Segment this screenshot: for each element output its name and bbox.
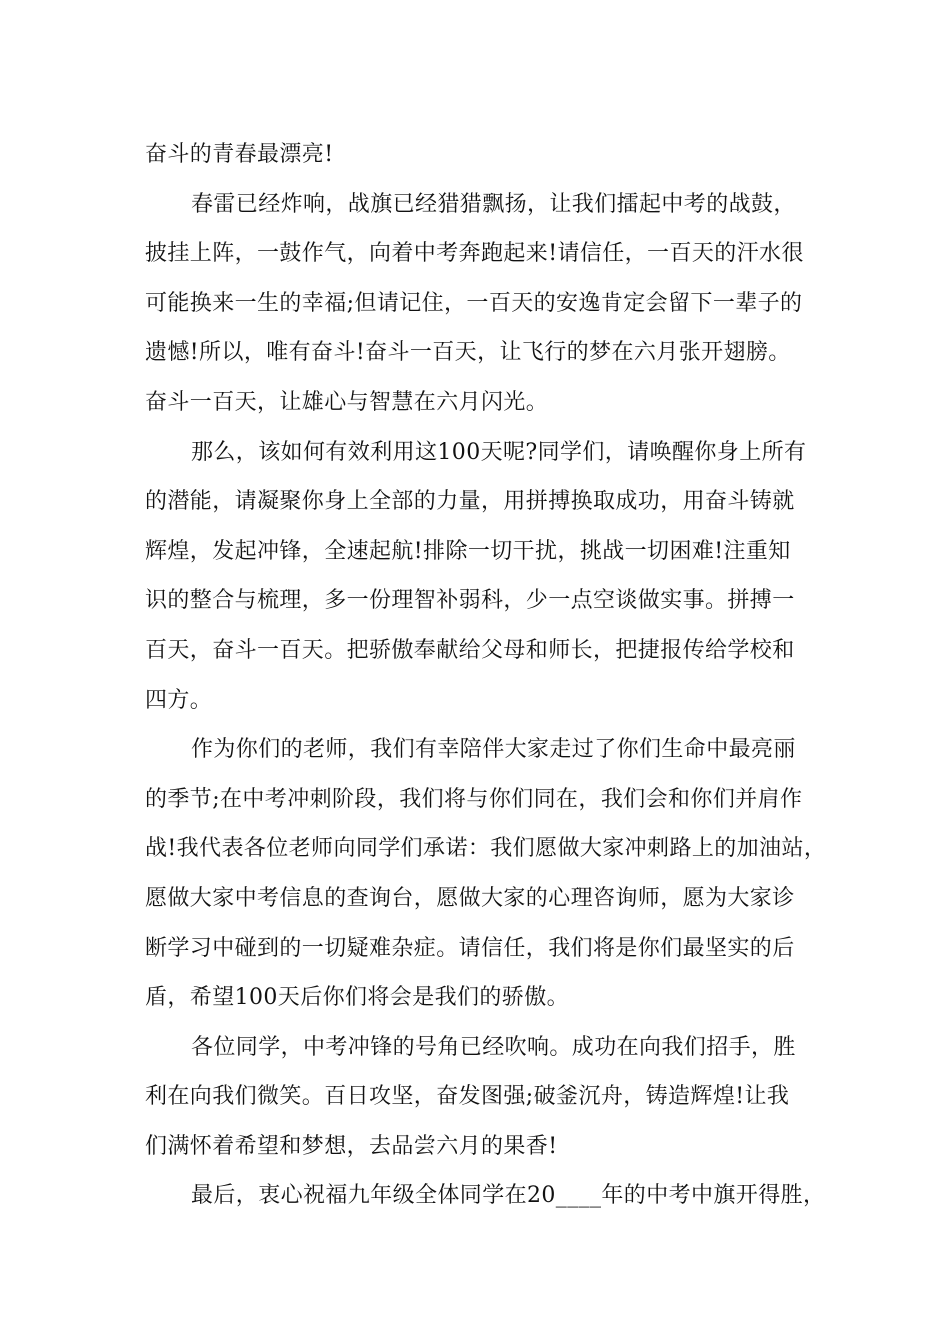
text-line: 愿做大家中考信息的查询台，愿做大家的心理咨询师，愿为大家诊	[145, 885, 795, 911]
text-line: 奋斗一百天，让雄心与智慧在六月闪光。	[145, 389, 549, 415]
paragraph-first-line: 那么，该如何有效利用这100天呢?同学们，请唤醒你身上所有	[191, 439, 807, 465]
text-line: 四方。	[145, 687, 213, 713]
text-line: 百天，奋斗一百天。把骄傲奉献给父母和师长，把捷报传给学校和	[145, 637, 795, 663]
text-line: 的潜能，请凝聚你身上全部的力量，用拼搏换取成功，用奋斗铸就	[145, 489, 795, 515]
text-line: 盾，希望100天后你们将会是我们的骄傲。	[145, 985, 569, 1011]
paragraph-first-line: 最后，衷心祝福九年级全体同学在20____年的中考中旗开得胜，	[191, 1183, 826, 1209]
text-line: 战!我代表各位老师向同学们承诺：我们愿做大家冲刺路上的加油站，	[145, 836, 827, 862]
text-line: 识的整合与梳理，多一份理智补弱科，少一点空谈做实事。拼搏一	[145, 588, 795, 614]
paragraph-first-line: 春雷已经炸响，战旗已经猎猎飘扬，让我们擂起中考的战鼓，	[191, 191, 796, 217]
text-line: 遗憾!所以，唯有奋斗!奋斗一百天，让飞行的梦在六月张开翅膀。	[145, 340, 791, 366]
text-line: 利在向我们微笑。百日攻坚，奋发图强;破釜沉舟，铸造辉煌!让我	[145, 1084, 790, 1110]
text-line: 辉煌，发起冲锋，全速起航!排除一切干扰，挑战一切困难!注重知	[145, 538, 791, 564]
text-line: 断学习中碰到的一切疑难杂症。请信任，我们将是你们最坚实的后	[145, 935, 795, 961]
text-line: 可能换来一生的幸福;但请记住，一百天的安逸肯定会留下一辈子的	[145, 290, 803, 316]
text-line: 的季节;在中考冲刺阶段，我们将与你们同在，我们会和你们并肩作	[145, 786, 803, 812]
text-line: 奋斗的青春最漂亮!	[145, 142, 334, 167]
text-line: 们满怀着希望和梦想，去品尝六月的果香!	[145, 1133, 558, 1159]
paragraph-first-line: 作为你们的老师，我们有幸陪伴大家走过了你们生命中最亮丽	[191, 737, 796, 763]
document-body	[145, 130, 835, 1221]
paragraph-first-line: 各位同学，中考冲锋的号角已经吹响。成功在向我们招手，胜	[191, 1034, 796, 1060]
text-line: 披挂上阵，一鼓作气，向着中考奔跑起来!请信任，一百天的汗水很	[145, 241, 804, 267]
